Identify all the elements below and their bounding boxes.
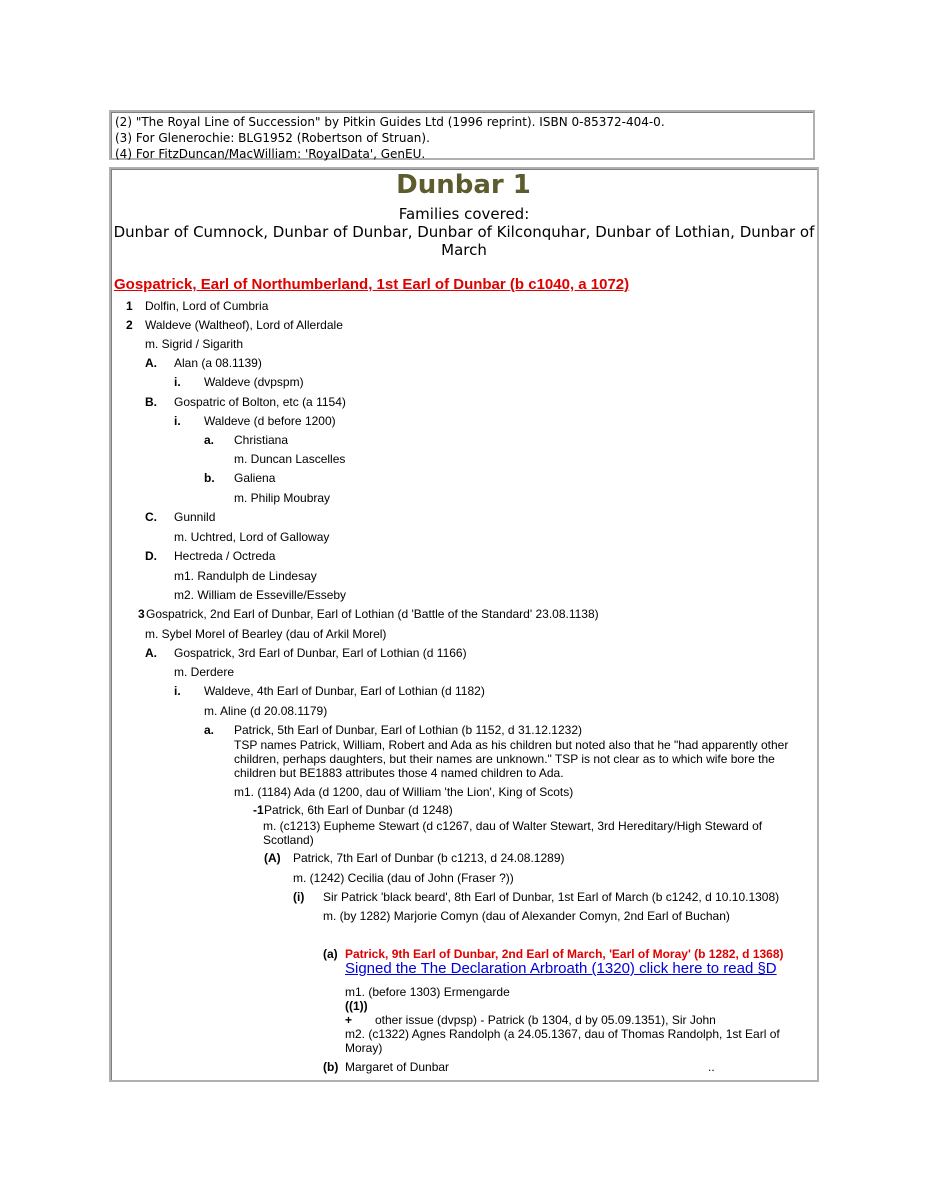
entry-text: Gospatrick, 3rd Earl of Dunbar, Earl of Lothian (d 1166) <box>174 646 467 660</box>
references-box <box>109 110 815 160</box>
entry-text: Gunnild <box>174 510 216 524</box>
entry-text: m. Sigrid / Sigarith <box>145 337 244 351</box>
entry-text: Gospatrick, 2nd Earl of Dunbar, Earl of Lothian (d 'Battle of the Standard' 23.08.1138) <box>146 607 599 621</box>
entry-text: m2. (c1322) Agnes Randolph (a 24.05.1367, dau of Thomas Randolph, 1st Earl of Moray) <box>345 1027 780 1055</box>
entry-text: m. (1242) Cecilia (dau of John (Fraser ?)) <box>293 871 514 885</box>
entry-label: A. <box>145 356 157 370</box>
entry-text: Waldeve (d before 1200) <box>204 414 336 428</box>
entry-label: i. <box>174 414 181 428</box>
entry-text: Margaret of Dunbar <box>345 1060 450 1074</box>
entry-label: B. <box>145 395 157 409</box>
reference: (4) For FitzDuncan/MacWilliam: 'RoyalData', GenEU. <box>115 147 426 161</box>
entry-label: (b) <box>323 1060 339 1074</box>
entry-text: Patrick, 9th Earl of Dunbar, 2nd Earl of March, 'Earl of Moray' (b 1282, d 1368) <box>345 947 784 961</box>
page-title: Dunbar 1 <box>396 170 531 200</box>
entry-label: (A) <box>264 851 281 865</box>
entry-text: Hectreda / Octreda <box>174 549 276 563</box>
entry-label: b. <box>204 471 215 485</box>
entry-text: m2. William de Esseville/Esseby <box>174 588 347 602</box>
entry-text: m. (c1213) Eupheme Stewart (d c1267, dau of Walter Stewart, 3rd Hereditary/High Steward of Scotland) <box>263 819 763 847</box>
entry-text: m. Aline (d 20.08.1179) <box>204 704 328 718</box>
section-heading[interactable]: Gospatrick, Earl of Northumberland, 1st Earl of Dunbar (b c1040, a 1072) <box>114 276 630 293</box>
reference: (2) "The Royal Line of Succession" by Pitkin Guides Ltd (1996 reprint). ISBN 0-85372-404-0. <box>115 115 665 129</box>
families-label: Families covered: <box>398 205 530 223</box>
entry-label: 1 <box>126 299 133 313</box>
entry-text: Alan (a 08.1139) <box>174 356 262 370</box>
entry-text: other issue (dvpsp) - Patrick (b 1304, d by 05.09.1351), Sir John <box>375 1013 716 1027</box>
entry-text: Patrick, 6th Earl of Dunbar (d 1248) <box>264 803 453 817</box>
entry-text: m. Duncan Lascelles <box>234 452 346 466</box>
entry-text: Christiana <box>234 433 289 447</box>
entry-note: TSP names Patrick, William, Robert and Ada as his children but noted also that he "had apparently other children, perhaps daughters, but their names are unknown." TSP is not clear as to which wife bore the children but BE1883 attributes those 4 named children to Ada. <box>234 738 789 780</box>
entry-label: 3 <box>138 607 145 621</box>
entry-text: m. Derdere <box>174 665 235 679</box>
entry-label: -1 <box>253 803 264 817</box>
entry-text: m. Uchtred, Lord of Galloway <box>174 530 330 544</box>
entry-text: m. (by 1282) Marjorie Comyn (dau of Alexander Comyn, 2nd Earl of Buchan) <box>323 909 730 923</box>
entry-label: i. <box>174 375 181 389</box>
entry-text: Patrick, 7th Earl of Dunbar (b c1213, d 24.08.1289) <box>293 851 565 865</box>
entry-text: Waldeve (dvpspm) <box>204 375 304 389</box>
entry-text: m1. Randulph de Lindesay <box>174 569 317 583</box>
entry-text: m1. (1184) Ada (d 1200, dau of William 'the Lion', King of Scots) <box>234 785 574 799</box>
declaration-link[interactable]: Signed the The Declaration Arbroath (1320) click here to read §D <box>345 960 777 977</box>
entry-label: A. <box>145 646 157 660</box>
entry-text: Sir Patrick 'black beard', 8th Earl of Dunbar, 1st Earl of March (b c1242, d 10.10.1308) <box>323 890 780 904</box>
entry-label: + <box>345 1013 353 1027</box>
entry-text: m1. (before 1303) Ermengarde <box>345 985 510 999</box>
entry-label: 2 <box>126 318 133 332</box>
entry-text: Patrick, 5th Earl of Dunbar, Earl of Lothian (b 1152, d 31.12.1232) <box>234 723 582 737</box>
entry-text: ((1)) <box>345 999 368 1013</box>
entry-text: m. Philip Moubray <box>234 491 331 505</box>
entry-text: Waldeve, 4th Earl of Dunbar, Earl of Lothian (d 1182) <box>204 684 485 698</box>
entry-text: Galiena <box>234 471 276 485</box>
ellipsis: .. <box>708 1060 715 1074</box>
entry-text: m. Sybel Morel of Bearley (dau of Arkil Morel) <box>145 627 387 641</box>
entry-label: D. <box>145 549 157 563</box>
entry-label: i. <box>174 684 181 698</box>
entry-label: C. <box>145 510 157 524</box>
families-list: Dunbar of Cumnock, Dunbar of Dunbar, Dunbar of Kilconquhar, Dunbar of Lothian, Dunbar of March <box>113 223 815 259</box>
entry-text: Waldeve (Waltheof), Lord of Allerdale <box>145 318 343 332</box>
entry-label: a. <box>204 433 215 447</box>
entry-label: (a) <box>323 947 338 961</box>
entry-label: a. <box>204 723 215 737</box>
entry-text: Gospatric of Bolton, etc (a 1154) <box>174 395 346 409</box>
reference: (3) For Glenerochie: BLG1952 (Robertson of Struan). <box>115 131 430 145</box>
entry-text: Dolfin, Lord of Cumbria <box>145 299 269 313</box>
entry-label: (i) <box>293 890 305 904</box>
